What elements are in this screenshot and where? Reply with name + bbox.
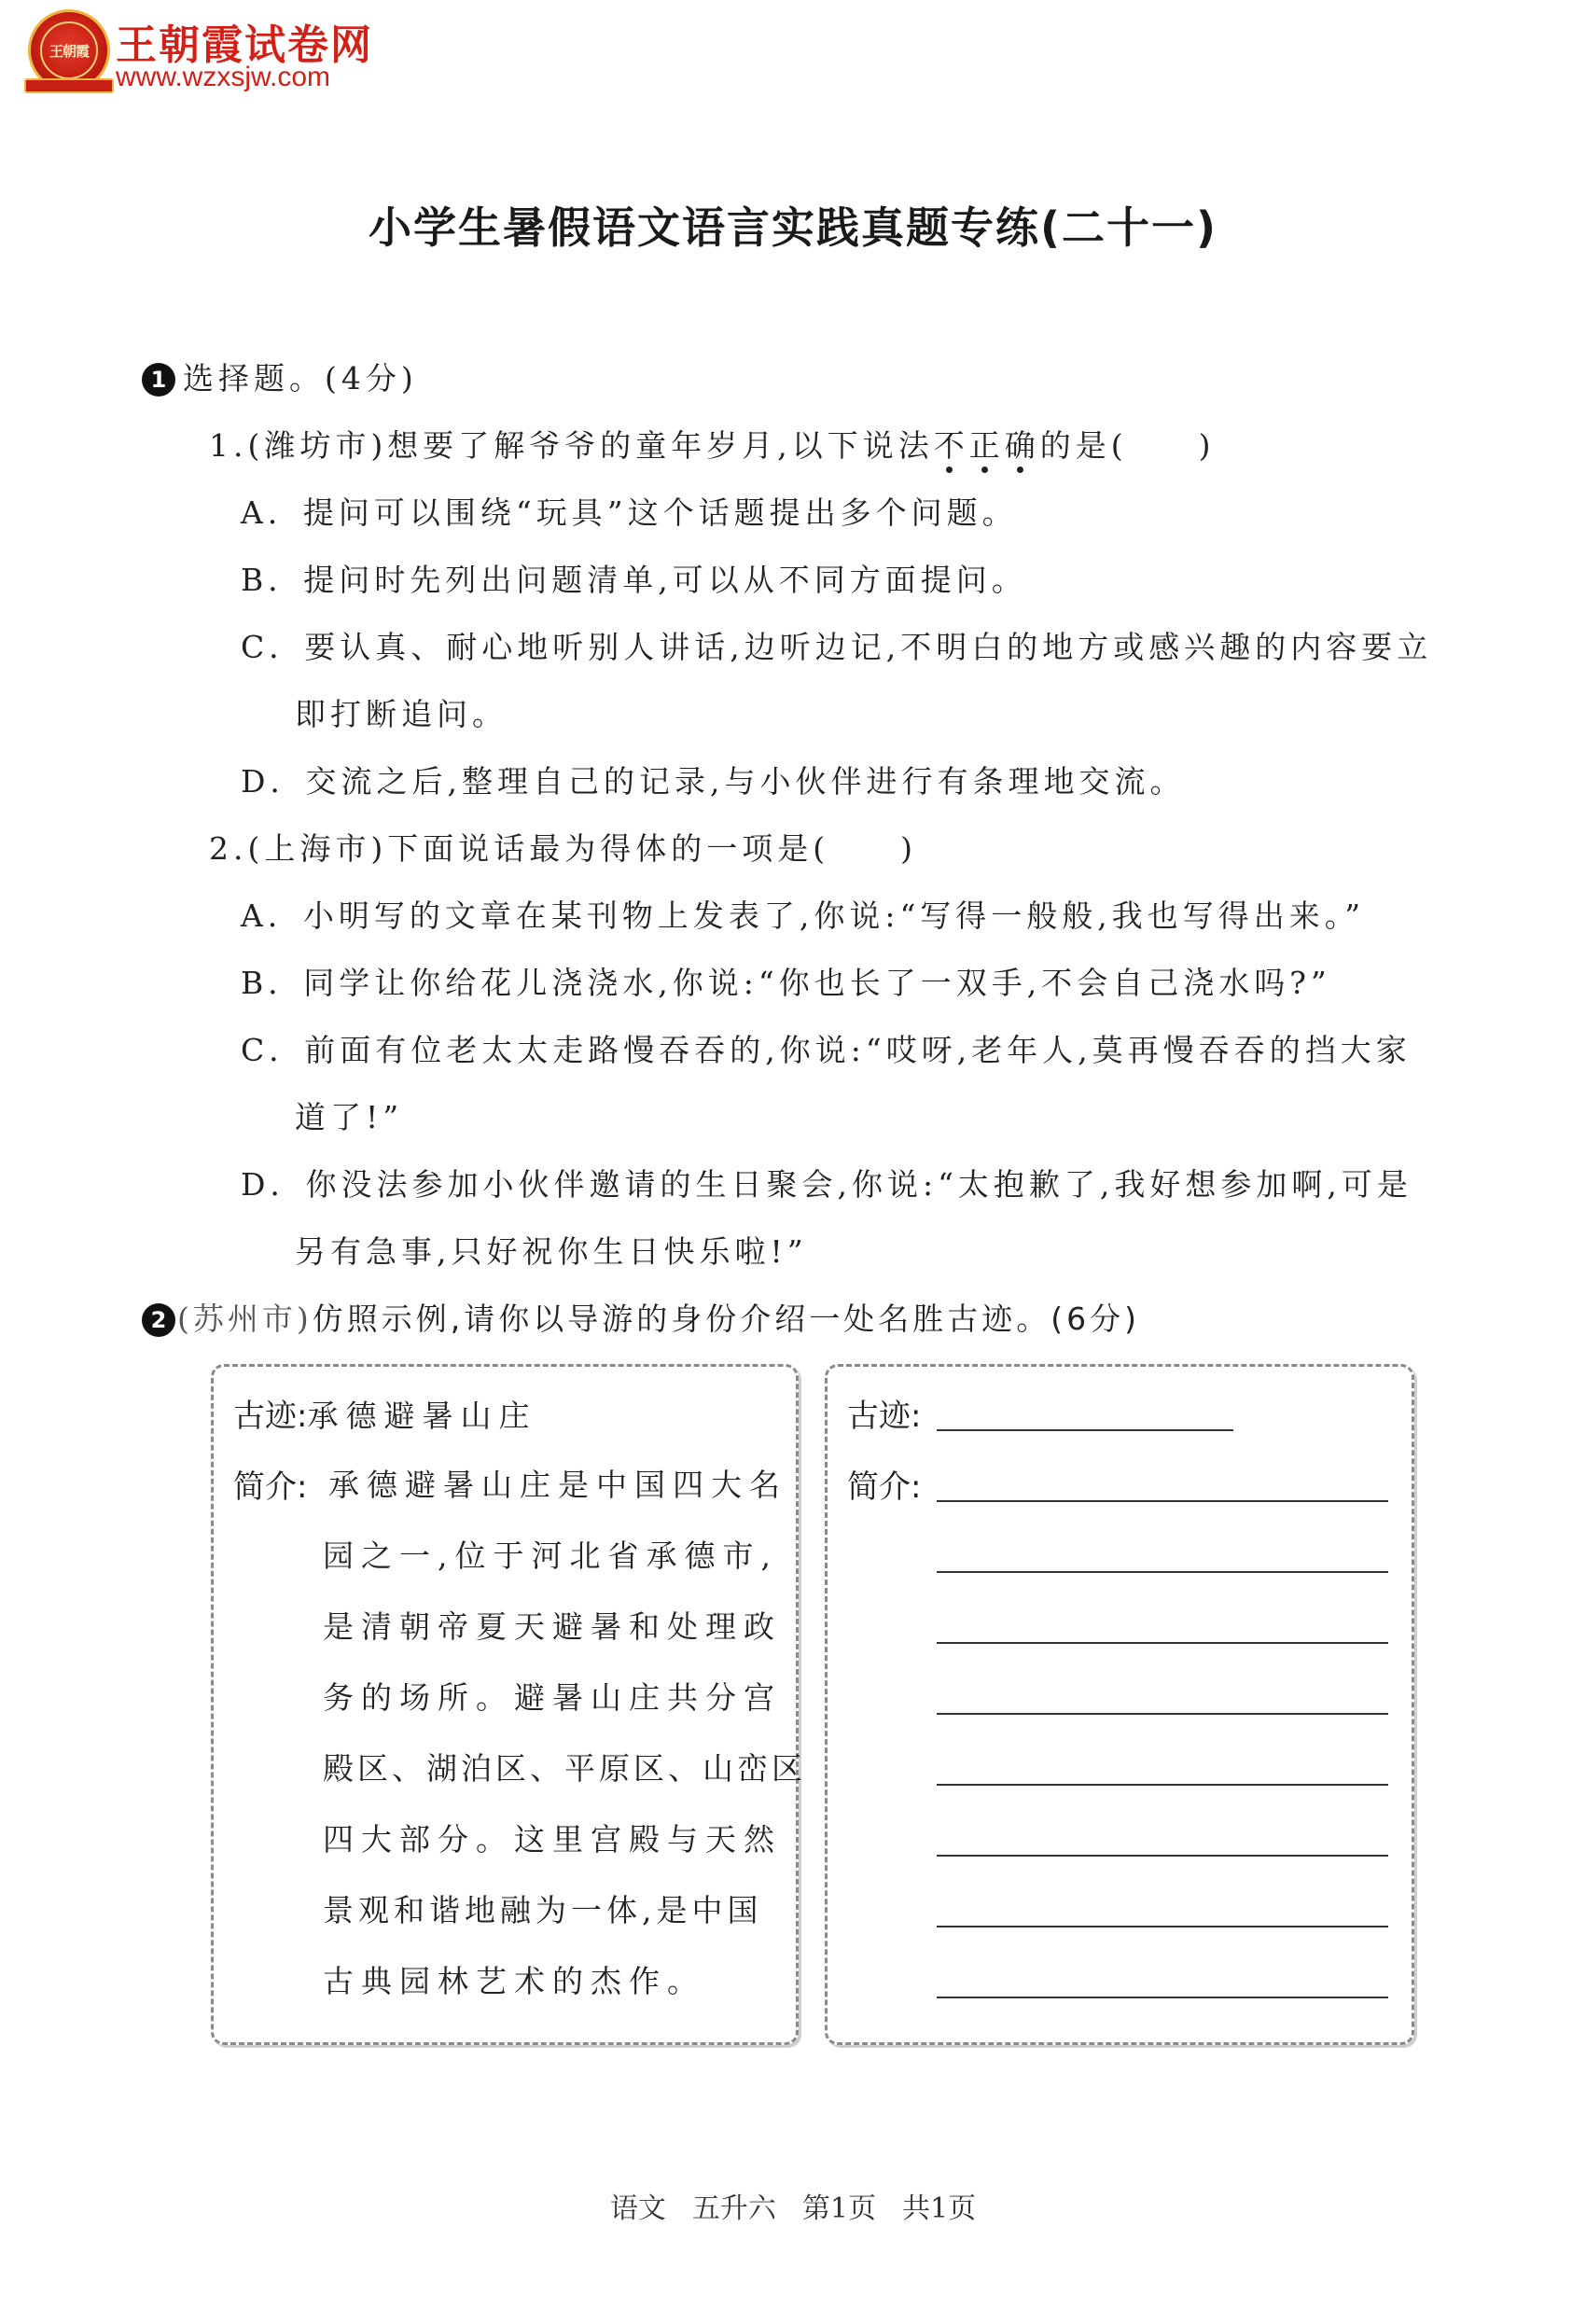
q2-option-d: D．你没法参加小伙伴邀请的生日聚会,你说:“太抱歉了,我好想参加啊,可是 [241, 1166, 1412, 1203]
answer-site-label: 古迹: [847, 1398, 922, 1435]
example-intro-line: 古典园林艺术的杰作。 [323, 1963, 705, 1999]
example-intro-line: 园之一,位于河北省承德市, [323, 1538, 778, 1574]
footer-total: 共1页 [902, 2192, 977, 2225]
q1-stem-before: 1.(潍坊市)想要了解爷爷的童年岁月,以下说法 [209, 427, 934, 464]
q1-option-a: A．提问可以围绕“玩具”这个话题提出多个问题。 [241, 494, 1018, 531]
example-intro-line: 承德避暑山庄是中国四大名 [328, 1467, 787, 1503]
logo-ribbon [24, 78, 114, 93]
example-intro-label: 简介: [233, 1468, 308, 1506]
q1-option-c: C．要认真、耐心地听别人讲话,边听边记,不明白的地方或感兴趣的内容要立 [241, 629, 1433, 665]
footer-page: 第1页 [801, 2192, 876, 2225]
footer-grade: 五升六 [691, 2192, 776, 2225]
q1-stem [209, 422, 1215, 466]
q1-option-b: B．提问时先列出问题清单,可以从不同方面提问。 [241, 562, 1027, 598]
q2-option-c-cont: 道了!” [295, 1099, 404, 1135]
example-intro-line: 务的场所。避暑山庄共分宫 [323, 1679, 782, 1716]
q2-stem: 2.(上海市)下面说话最为得体的一项是( ) [209, 830, 917, 867]
section1-heading-text: 选择题。(4分) [183, 360, 418, 397]
answer-intro-blank[interactable] [937, 1926, 1388, 1927]
answer-intro-blank[interactable] [937, 1784, 1388, 1786]
example-intro-line: 殿区、湖泊区、平原区、山峦区 [323, 1750, 806, 1787]
q2-option-d-cont: 另有急事,只好祝你生日快乐啦!” [295, 1233, 808, 1270]
example-site-label: 古迹: [233, 1398, 308, 1435]
section2-number: 2 [142, 1303, 175, 1337]
section1-heading [142, 355, 418, 398]
q2-option-c: C．前面有位老太太走路慢吞吞的,你说:“哎呀,老年人,莫再慢吞吞的挡大家 [241, 1032, 1412, 1068]
q1-emph-char: 正 [969, 422, 1005, 466]
brand-url[interactable]: www.wzxsjw.com [116, 62, 331, 92]
answer-intro-blank[interactable] [937, 1642, 1388, 1644]
example-site-value: 承德避暑山庄 [307, 1398, 537, 1434]
q1-emph-char: 确 [1005, 422, 1040, 466]
q1-option-c-cont: 即打断追问。 [295, 696, 508, 732]
page-title: 小学生暑假语文语言实践真题专练(二十一) [368, 202, 1218, 253]
answer-site-blank[interactable] [937, 1429, 1233, 1431]
section1-number: 1 [142, 363, 175, 397]
page-footer [0, 2185, 1586, 2226]
answer-intro-blank[interactable] [937, 1713, 1388, 1715]
answer-intro-label: 简介: [847, 1468, 922, 1506]
example-intro-line: 四大部分。这里宫殿与天然 [323, 1821, 782, 1858]
logo-text: 王朝霞 [40, 21, 98, 79]
answer-intro-blank[interactable] [937, 1855, 1388, 1857]
section2-source: (苏州市) [177, 1301, 313, 1337]
answer-intro-blank[interactable] [937, 1500, 1388, 1502]
example-site-row [233, 1390, 536, 1436]
example-intro-line: 景观和谐地融为一体,是中国 [323, 1892, 763, 1928]
q1-emph-char: 不 [934, 422, 969, 466]
answer-intro-blank[interactable] [937, 1997, 1388, 1998]
q2-option-a: A．小明写的文章在某刊物上发表了,你说:“写得一般般,我也写得出来。” [241, 898, 1366, 934]
q1-option-d: D．交流之后,整理自己的记录,与小伙伴进行有条理地交流。 [241, 763, 1186, 800]
example-intro-line: 是清朝帝夏天避暑和处理政 [323, 1608, 782, 1645]
section2-heading-text: 仿照示例,请你以导游的身份介绍一处名胜古迹。(6分) [312, 1301, 1140, 1337]
answer-intro-blank[interactable] [937, 1571, 1388, 1573]
q1-stem-after: 的是( ) [1039, 427, 1216, 464]
q2-option-b: B．同学让你给花儿浇浇水,你说:“你也长了一双手,不会自己浇水吗?” [241, 965, 1331, 1001]
footer-subject: 语文 [609, 2192, 666, 2225]
brand-name: 王朝霞试卷网 [116, 21, 373, 69]
section2-heading [142, 1295, 1140, 1339]
